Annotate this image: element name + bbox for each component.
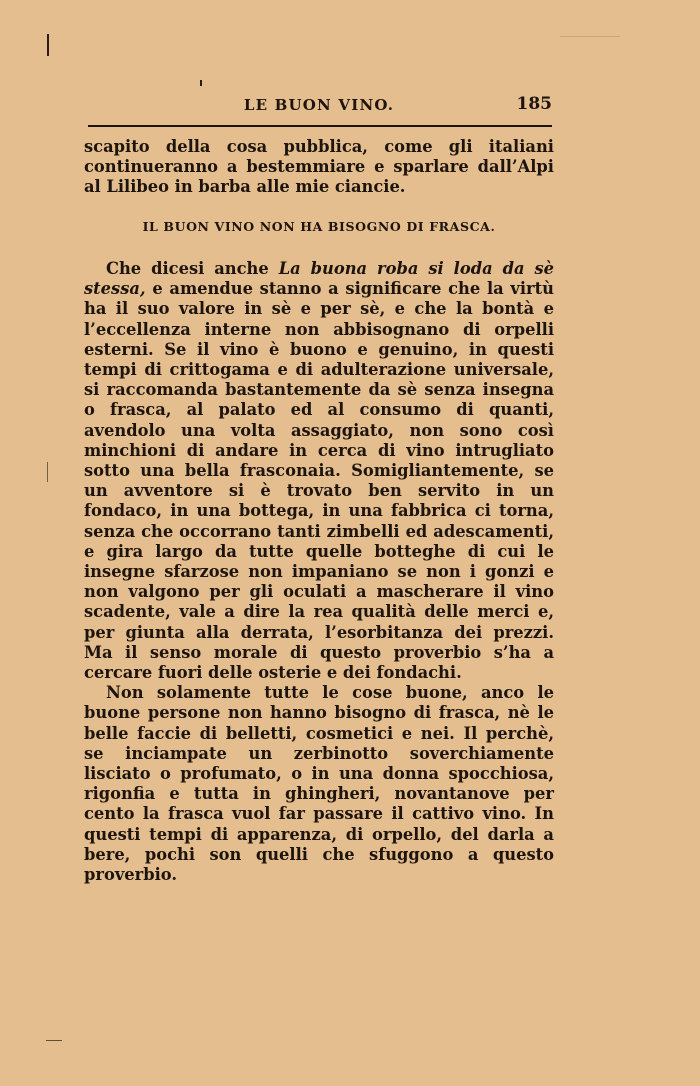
margin-mark	[560, 36, 620, 37]
proverb-quote: La buona roba si loda da sè stessa,	[84, 259, 554, 299]
margin-mark	[47, 34, 49, 56]
header-rule	[88, 125, 552, 127]
running-title: LE BUON VINO.	[243, 96, 395, 114]
margin-mark	[47, 462, 48, 482]
paragraph-1-rest: e amendue stanno a significare che la virtù ha il suo valore in sè e per sè, e che la bontà e l’eccellenza interne non abbisognano di orpelli esterni. Se il vino è buono e genuino, in questi tempi di crittogama e di adulterazione universale, si raccomanda bastantemente da sè senza insegna o frasca, al palato ed al consumo di quanti, avendolo una volta assaggiato, non sono così minchioni di andare in cerca di vino intrugliato sotto una bella frasconaia. Somigliantemente, se un avventore si è trovato ben servito in un fondaco, in una bottega, in una fabbrica ci torna, senza che occorrano tanti zimbelli ed adescamenti, e gira largo da tutte quelle botteghe di cui le insegne sfarzose non impaniano se non i gonzi e non valgono per gli oculati a mascherare il vino scadente, vale a dire la rea qualità delle merci e, per giunta alla derrata, l’esorbitanza dei prezzi. Ma il senso morale di questo proverbio s’ha a cercare fuori delle osterie e dei fondachi.	[84, 279, 554, 683]
continuation-paragraph	[84, 137, 554, 198]
paragraph-2: Non solamente tutte le cose buone, anco le buone persone non hanno bisogno di frasca, nè le belle faccie di belletti, cosmetici e nei. Il perchè, se inciampate un zerbinotto soverchiamente lisciato o profumato, o in una donna spocchiosa, rigonfia e tutta in ghingheri, novantanove per cento la frasca vuol far passare il cattivo vino. In questi tempi di apparenza, di orpello, del darla a bere, pochi son quelli che sfuggono a questo proverbio.	[84, 683, 554, 885]
margin-mark	[200, 80, 202, 86]
paragraph-1	[84, 259, 554, 683]
paragraph-1-lead: Che dicesi anche	[106, 259, 279, 278]
running-header	[86, 92, 552, 118]
section-body	[84, 259, 554, 885]
margin-mark	[46, 1040, 62, 1041]
page-number: 185	[516, 94, 552, 114]
continuation-text: scapito della cosa pubblica, come gli italiani continueranno a bestemmiare e sparlare dall’Alpi al Lilibeo in barba alle mie ciancie.	[84, 137, 554, 197]
section-title: IL BUON VINO NON HA BISOGNO DI FRASCA.	[142, 219, 496, 234]
